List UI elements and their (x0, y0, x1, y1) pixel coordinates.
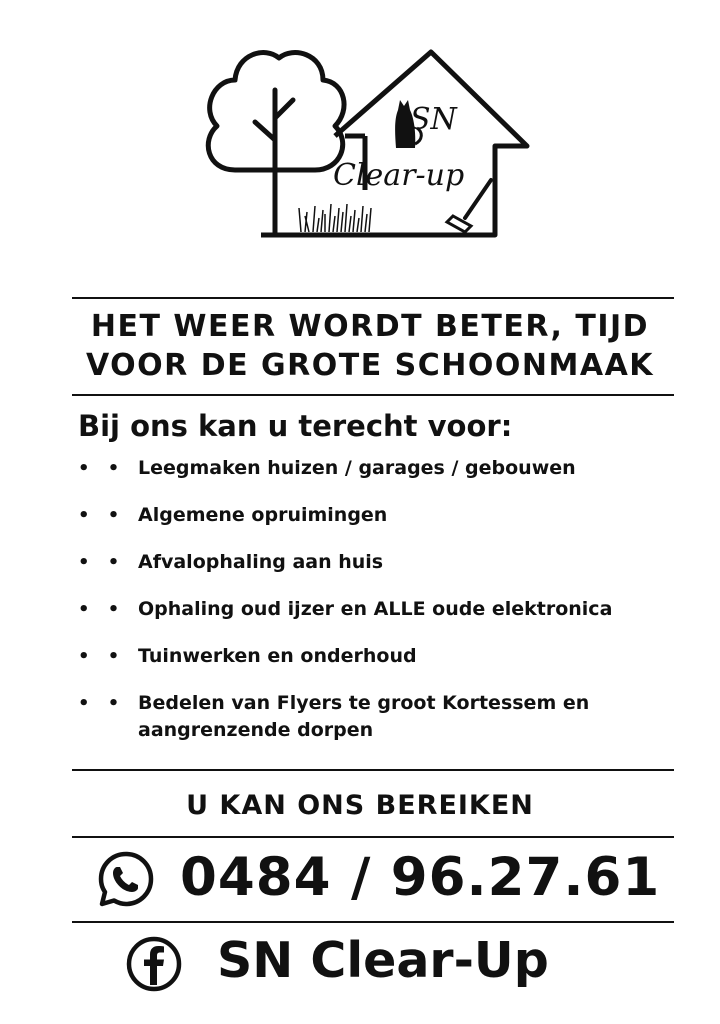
divider (72, 921, 674, 923)
service-label: Bedelen van Flyers te groot Kortessem en aangrenzende dorpen (138, 692, 590, 741)
list-item (78, 502, 678, 529)
whatsapp-icon (97, 850, 155, 908)
bullet-icon: • • (78, 693, 126, 714)
service-label: Afvalophaling aan huis (138, 551, 384, 573)
list-item (78, 596, 678, 623)
phone-number: 0484 / 96.27.61 (180, 847, 661, 908)
divider (72, 769, 674, 771)
bullet-icon: • • (78, 599, 126, 620)
house-icon (261, 52, 527, 235)
logo-lettering-sn: SN (410, 102, 457, 137)
list-item (78, 690, 678, 744)
headline-line-2: VOOR DE GROTE SCHOONMAAK (85, 348, 655, 383)
grass-icon (299, 204, 371, 232)
divider (72, 394, 674, 396)
tree-icon (208, 53, 344, 235)
intro-heading: Bij ons kan u terecht voor: (78, 409, 513, 443)
facebook-page-name: SN Clear-Up (217, 932, 549, 989)
headline-line-1: HET WEER WORDT BETER, TIJD (90, 309, 650, 344)
list-item (78, 643, 678, 670)
divider (72, 297, 674, 299)
logo-artwork (195, 40, 540, 245)
bullet-icon: • • (78, 552, 126, 573)
logo (195, 40, 540, 245)
service-label: Ophaling oud ijzer en ALLE oude elektronica (138, 598, 613, 620)
list-item (78, 549, 678, 576)
service-label: Leegmaken huizen / garages / gebouwen (138, 457, 576, 479)
bullet-icon: • • (78, 458, 126, 479)
list-item (78, 455, 678, 482)
service-label: Algemene opruimingen (138, 504, 388, 526)
divider (72, 836, 674, 838)
contact-heading: U KAN ONS BEREIKEN (186, 790, 534, 821)
service-label: Tuinwerken en onderhoud (138, 645, 417, 667)
service-list (78, 455, 678, 764)
bullet-icon: • • (78, 646, 126, 667)
logo-lettering-name: Clear-up (333, 158, 465, 193)
bullet-icon: • • (78, 505, 126, 526)
facebook-icon (125, 935, 183, 993)
